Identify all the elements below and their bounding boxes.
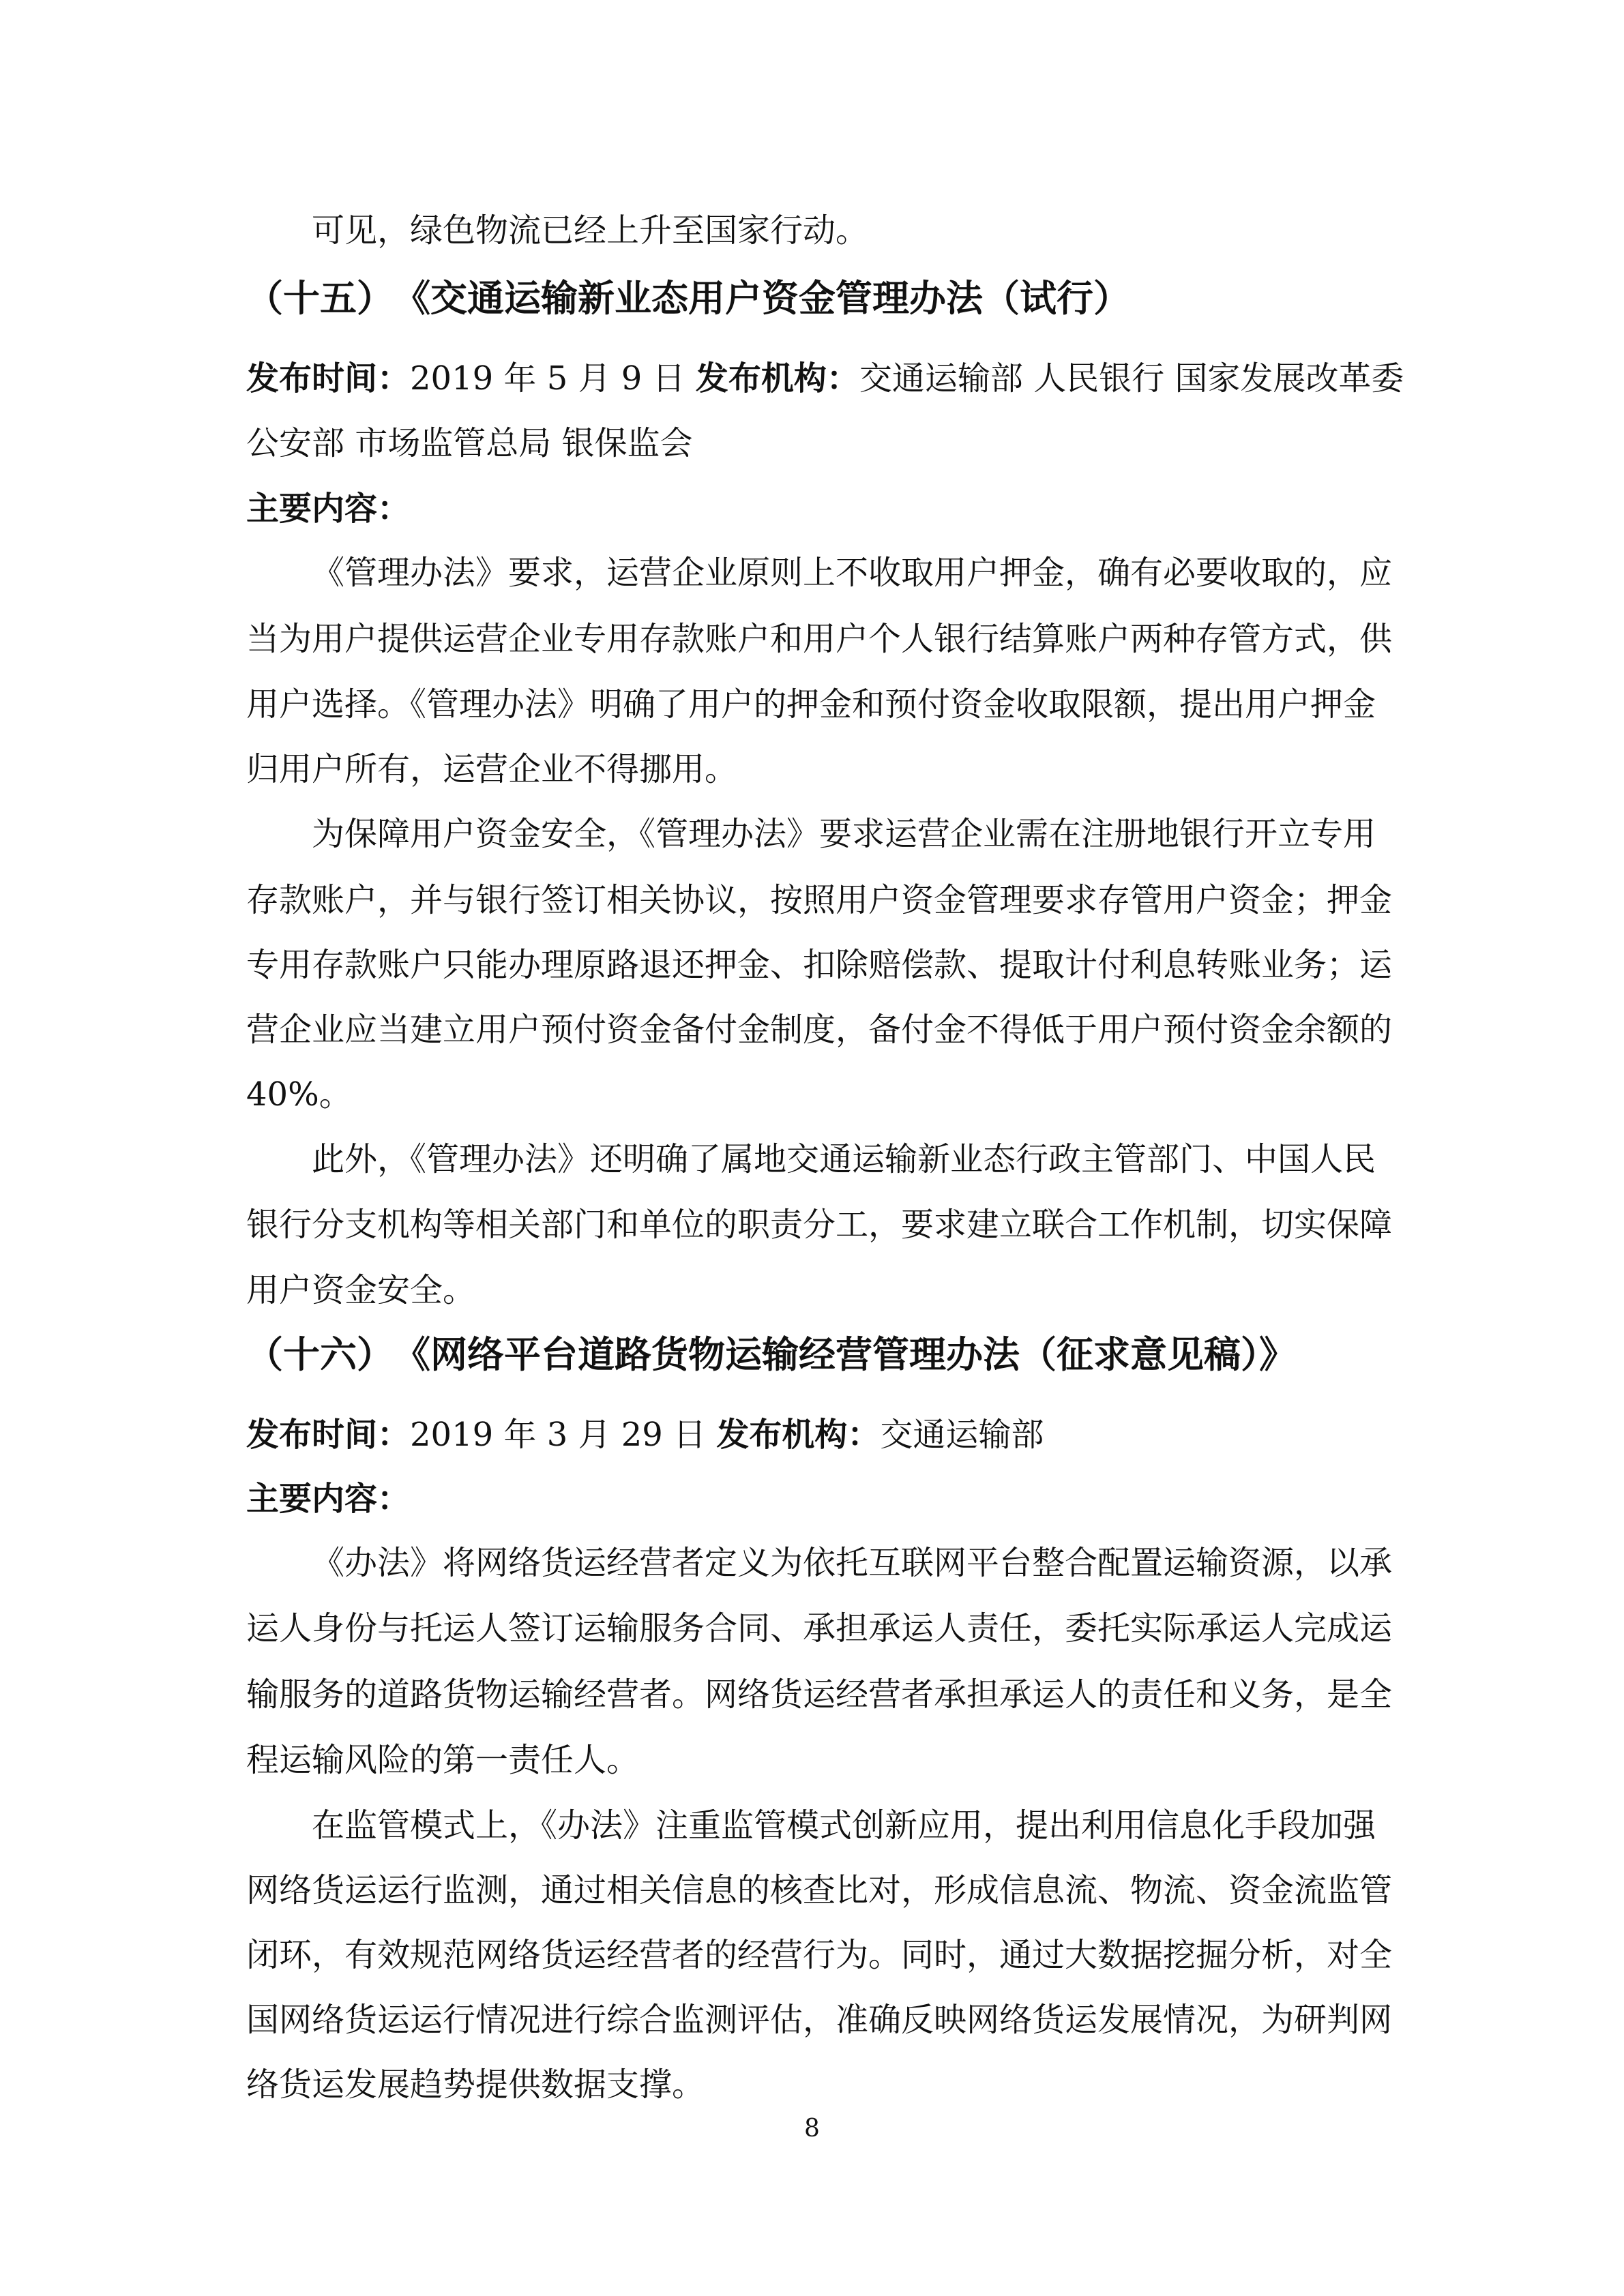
section-16-heading: （十六） 《网络平台道路货物运输经营管理办法（征求意见稿）》 bbox=[246, 1333, 1296, 1376]
text-line: 在监管模式上，《办法》注重监管模式创新应用，提出利用信息化手段加强 bbox=[312, 1806, 1376, 1845]
text-line: 闭环，有效规范网络货运经营者的经营行为。同时，通过大数据挖掘分析，对全 bbox=[246, 1936, 1393, 1974]
publisher-label: 发布机构： bbox=[695, 359, 859, 398]
text-line: 归用户所有，运营企业不得挪用。 bbox=[246, 750, 738, 788]
content-label: 主要内容： bbox=[246, 1480, 411, 1518]
text-line: 运人身份与托运人签订运输服务合同、承担承运人责任，委托实际承运人完成运 bbox=[246, 1609, 1393, 1648]
text-line: 程运输风险的第一责任人。 bbox=[246, 1741, 640, 1779]
publish-time-label: 发布时间： bbox=[246, 359, 411, 398]
text-line: 国网络货运运行情况进行综合监测评估，准确反映网络货运发展情况，为研判网 bbox=[246, 2001, 1393, 2039]
text-line: 为保障用户资金安全，《管理办法》要求运营企业需在注册地银行开立专用 bbox=[312, 815, 1376, 853]
section-15-heading: （十五） 《交通运输新业态用户资金管理办法（试行） bbox=[246, 277, 1130, 320]
text-line: 40%。 bbox=[246, 1075, 352, 1114]
publisher: 交通运输部 人民银行 国家发展改革委 bbox=[859, 359, 1404, 398]
publisher-continued: 公安部 市场监管总局 银保监会 bbox=[246, 424, 693, 462]
text-line: 输服务的道路货物运输经营者。网络货运经营者承担承运人的责任和义务，是全 bbox=[246, 1675, 1393, 1714]
text-line: 此外，《管理办法》还明确了属地交通运输新业态行政主管部门、中国人民 bbox=[312, 1140, 1376, 1178]
content-label: 主要内容： bbox=[246, 490, 411, 528]
text-line: 《管理办法》要求，运营企业原则上不收取用户押金，确有必要收取的，应 bbox=[312, 554, 1393, 592]
text-line: 络货运发展趋势提供数据支撑。 bbox=[246, 2066, 705, 2104]
text-line: 《办法》将网络货运经营者定义为依托互联网平台整合配置运输资源，以承 bbox=[312, 1544, 1393, 1582]
section-15-meta bbox=[246, 358, 1404, 399]
publish-time: 2019 年 3 月 29 日 bbox=[410, 1416, 717, 1454]
text-line: 网络货运运行监测，通过相关信息的核查比对，形成信息流、物流、资金流监管 bbox=[246, 1871, 1393, 1909]
publish-time: 2019 年 5 月 9 日 bbox=[410, 359, 696, 398]
text-line: 银行分支机构等相关部门和单位的职责分工，要求建立联合工作机制，切实保障 bbox=[246, 1206, 1393, 1244]
text-line: 专用存款账户只能办理原路退还押金、扣除赔偿款、提取计付利息转账业务；运 bbox=[246, 946, 1393, 984]
page-number: 8 bbox=[804, 2115, 820, 2143]
publisher: 交通运输部 bbox=[880, 1416, 1044, 1454]
section-16-meta bbox=[246, 1414, 1044, 1455]
text-line: 营企业应当建立用户预付资金备付金制度，备付金不得低于用户预付资金余额的 bbox=[246, 1011, 1393, 1049]
text-line: 当为用户提供运营企业专用存款账户和用户个人银行结算账户两种存管方式，供 bbox=[246, 620, 1393, 658]
intro-paragraph: 可见，绿色物流已经上升至国家行动。 bbox=[312, 211, 869, 250]
text-line: 用户选择。《管理办法》明确了用户的押金和预付资金收取限额，提出用户押金 bbox=[246, 685, 1376, 724]
publish-time-label: 发布时间： bbox=[246, 1416, 411, 1454]
publisher-label: 发布机构： bbox=[716, 1416, 881, 1454]
text-line: 用户资金安全。 bbox=[246, 1271, 476, 1309]
text-line: 存款账户，并与银行签订相关协议，按照用户资金管理要求存管用户资金；押金 bbox=[246, 881, 1393, 919]
